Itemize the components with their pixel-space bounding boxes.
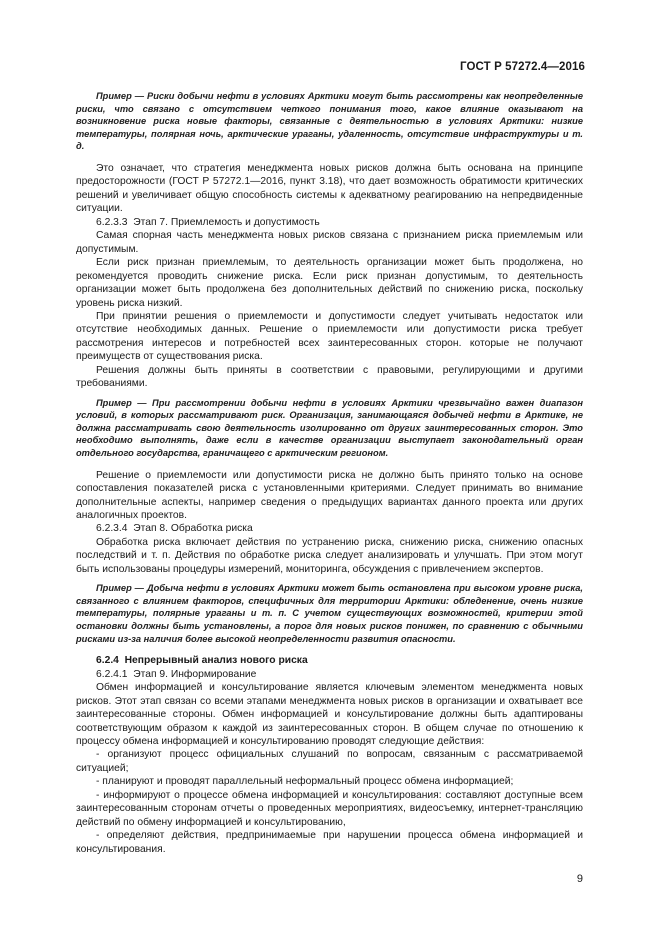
body-paragraph: Обмен информацией и консультирование является ключевым элементом менеджмента новых рисков. Этот этап связан со всеми этапами менеджмента новых рисков в организации и охватывает все заинтересованные стороны. Обмен информацией и консультирование должны быть адаптированы соответствующим образом к каждой из заинтересованных сторон. В общем случае по отношению к процессу обмена информацией и консультированию проводят следующие действия: <box>76 682 583 747</box>
body-paragraph: Если риск признан приемлемым, то деятельность организации может быть продолжена, но рекомендуется проводить снижение риска. Если риск признан допустимым, то деятельность организации может быть продолжена без дополнительных действий по снижению риска, поскольку уровень риска низкий. <box>76 257 583 309</box>
body-paragraph: Это означает, что стратегия менеджмента новых рисков должна быть основана на принципе предосторожности (ГОСТ Р 57272.1—2016, пункт 3.18), что дает возможность обратимости критических решений и увеличивает общую способность системы к адекватному реагированию на непредвиденные ситуации. <box>76 162 583 215</box>
list-item: - организуют процесс официальных слушаний по вопросам, связанным с рассматриваемой ситуацией; <box>76 749 583 774</box>
body-paragraph: Самая спорная часть менеджмента новых рисков связана с признанием риска приемлемым или допустимым. <box>76 230 583 255</box>
example-note: Пример — При рассмотрении добычи нефти в условиях Арктики чрезвычайно важен диапазон условий, в которых рассматривают риск. Организация, занимающаяся добычей нефти в Арктике, не должна рассматривать свою деятельность изолированно от других заинтересованных сторон. Это необходимо выполнять, даже если в качестве организации выступает законодательный орган отдельного государства, граничащего с арктическим регионом. <box>76 397 583 459</box>
section-subheading: 6.2.4.1 Этап 9. Информирование <box>96 668 257 680</box>
page-number: 9 <box>576 873 583 885</box>
list-item: - информируют о процессе обмена информацией и консультирования: составляют доступные всем заинтересованным сторонам отчеты о проведенных мероприятиях, видеосъемку, интернет-трансляцию действий по обмену информацией и консультированию, <box>76 789 583 828</box>
body-paragraph: При принятии решения о приемлемости и допустимости следует учитывать недостаток или отсутствие необходимых данных. Решение о приемлемости или допустимости риска требует рассмотрения интересов и потребностей всех заинтересованных сторон. которые не получают преимуществ от существования риска. <box>76 310 583 363</box>
body-paragraph: Обработка риска включает действия по устранению риска, снижению риска, снижению опасных последствий и т. п. Действия по обработке риска следует анализировать и улучшать. При этом могут быть использованы процедуры измерений, мониторинга, обсуждения с привлечением экспертов. <box>76 536 583 575</box>
document-body <box>76 90 583 856</box>
example-note: Пример — Риски добычи нефти в условиях Арктики могут быть рассмотрены как неопределенные риски, что связано с отсутствием четкого понимания того, какое влияние оказывают на возникновение риска новые факторы, связанные с деятельностью в условиях Арктики: низкие температуры, полярная ночь, арктические ураганы, удаленность, отсутствие инфраструктуры и т. д. <box>76 91 583 152</box>
list-item: - планируют и проводят параллельный неформальный процесс обмена информацией; <box>96 776 514 788</box>
document-header: ГОСТ Р 57272.4—2016 <box>460 61 585 73</box>
section-heading: 6.2.4 Непрерывный анализ нового риска <box>96 655 308 667</box>
list-item: - определяют действия, предпринимаемые при нарушении процесса обмена информацией и консультирования. <box>76 830 583 855</box>
body-paragraph: Решение о приемлемости или допустимости риска не должно быть принято только на основе сопоставления показателей риска с установленными критериями. Следует принимать во внимание дополнительные аспекты, например сведения о предыдущих вариантах данного проекта или других аналогичных проектов. <box>76 469 583 521</box>
example-note: Пример — Добыча нефти в условиях Арктики может быть остановлена при высоком уровне риска, связанного с влиянием факторов, специфичных для территории Арктики: обледенение, очень низкие температуры, полярные ураганы и т. п. С учетом существующих возможностей, критерии этой остановки должны быть установлены, а порог для новых рисков понижен, по сравнению с обычными рисками из-за наличия более высокой неопределенности развития опасности. <box>76 583 583 644</box>
body-paragraph: Решения должны быть приняты в соответствии с правовыми, регулирующими и другими требованиями. <box>76 364 583 390</box>
section-subheading: 6.2.3.3 Этап 7. Приемлемость и допустимость <box>96 216 320 228</box>
section-subheading: 6.2.3.4 Этап 8. Обработка риска <box>96 523 253 535</box>
